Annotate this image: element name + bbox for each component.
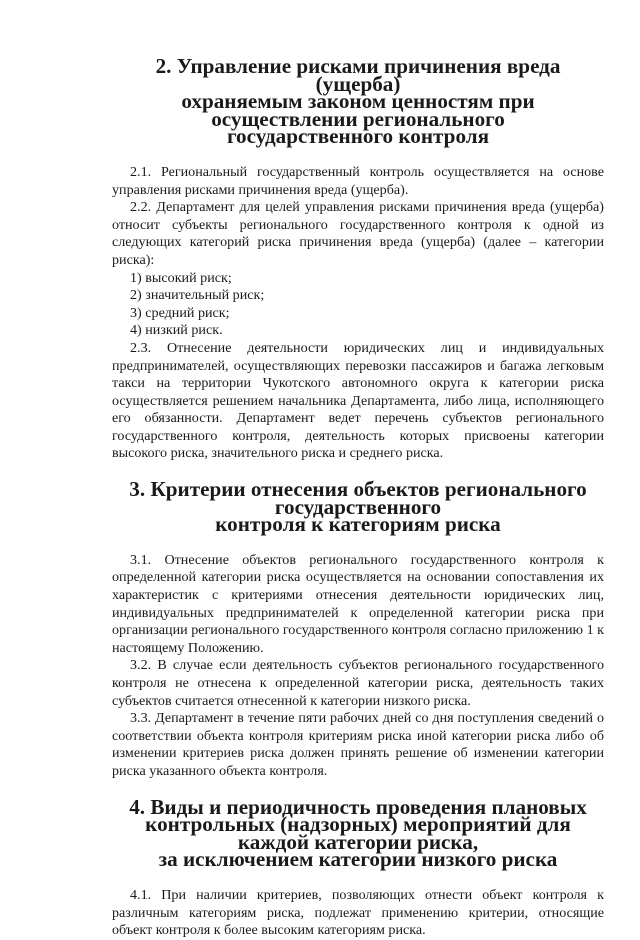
list-item: 1) высокий риск;: [130, 269, 232, 286]
paragraph-3-3: 3.3. Департамент в течение пяти рабочих дней со дня поступления сведений о соответствии объекта контроля критериям риска иной категории риска либо об изменении критериев риска должен принять решение об изменении категории риска указанного объекта контроля.: [112, 710, 604, 779]
paragraph-2-1: 2.1. Региональный государственный контроль осуществляется на основе управления рисками причинения вреда (ущерба).: [112, 163, 604, 198]
paragraph-3-1: 3.1. Отнесение объектов регионального государственного контроля к определенной категории риска осуществляется на основании сопоставления их характеристик с критериями отнесения деятельности юридических лиц, индивидуальных предпринимателей к определенной категории риска при организации регионального государственного контроля согласно приложению 1 к настоящему Положению.: [112, 551, 604, 656]
section-2-heading: [112, 54, 604, 149]
paragraph-2-2: 2.2. Департамент для целей управления рисками причинения вреда (ущерба) относит субъекты регионального государственного контроля к одной из следующих категорий риска причинения вреда (ущерба) (далее – категории риска):: [112, 199, 604, 268]
heading-line: 4. Виды и периодичность проведения плановых: [129, 794, 587, 819]
heading-line: государственного контроля: [226, 124, 490, 149]
spacer: [112, 534, 604, 552]
spacer: [112, 869, 604, 887]
list-item: 4) низкий риск.: [130, 322, 223, 339]
paragraph-3-2: 3.2. В случае если деятельность субъектов регионального государственного контроля не отнесена к определенной категории риска, деятельность таких субъектов считается отнесенной к категории низкого риска.: [112, 657, 604, 709]
section-4-heading: [112, 794, 604, 872]
list-item: 3) средний риск;: [130, 304, 230, 321]
section-3-heading: [112, 477, 604, 537]
risk-category-list: [112, 270, 604, 340]
heading-line: контроля к категориям риска: [215, 512, 501, 537]
spacer: [112, 146, 604, 164]
paragraph-2-3: 2.3. Отнесение деятельности юридических лиц и индивидуальных предпринимателей, осуществляющих перевозки пассажиров и багажа легковым такси на территории Чукотского автономного округа к категории риска осуществляется решением начальника Департамента, либо лица, исполняющего его обязанности. Департамент ведет перечень субъектов регионального государственного контроля, деятельность которых присвоены категории высокого риска, значительного риска и среднего риска.: [112, 339, 604, 462]
list-item: 2) значительный риск;: [130, 287, 265, 304]
heading-line: за исключением категории низкого риска: [158, 847, 558, 872]
heading-line: 2. Управление рисками причинения вреда (ущерба): [155, 54, 561, 96]
heading-line: контрольных (надзорных) мероприятий для каждой категории риска,: [145, 812, 571, 854]
heading-line: охраняемым законом ценностям при осуществлении регионального: [181, 89, 535, 131]
paragraph-4-1: 4.1. При наличии критериев, позволяющих отнести объект контроля к различным категориям риска, подлежат применению критерии, относящие объект контроля к более высоким категориям риска.: [112, 886, 604, 939]
heading-line: 3. Критерии отнесения объектов регионального государственного: [129, 477, 587, 519]
